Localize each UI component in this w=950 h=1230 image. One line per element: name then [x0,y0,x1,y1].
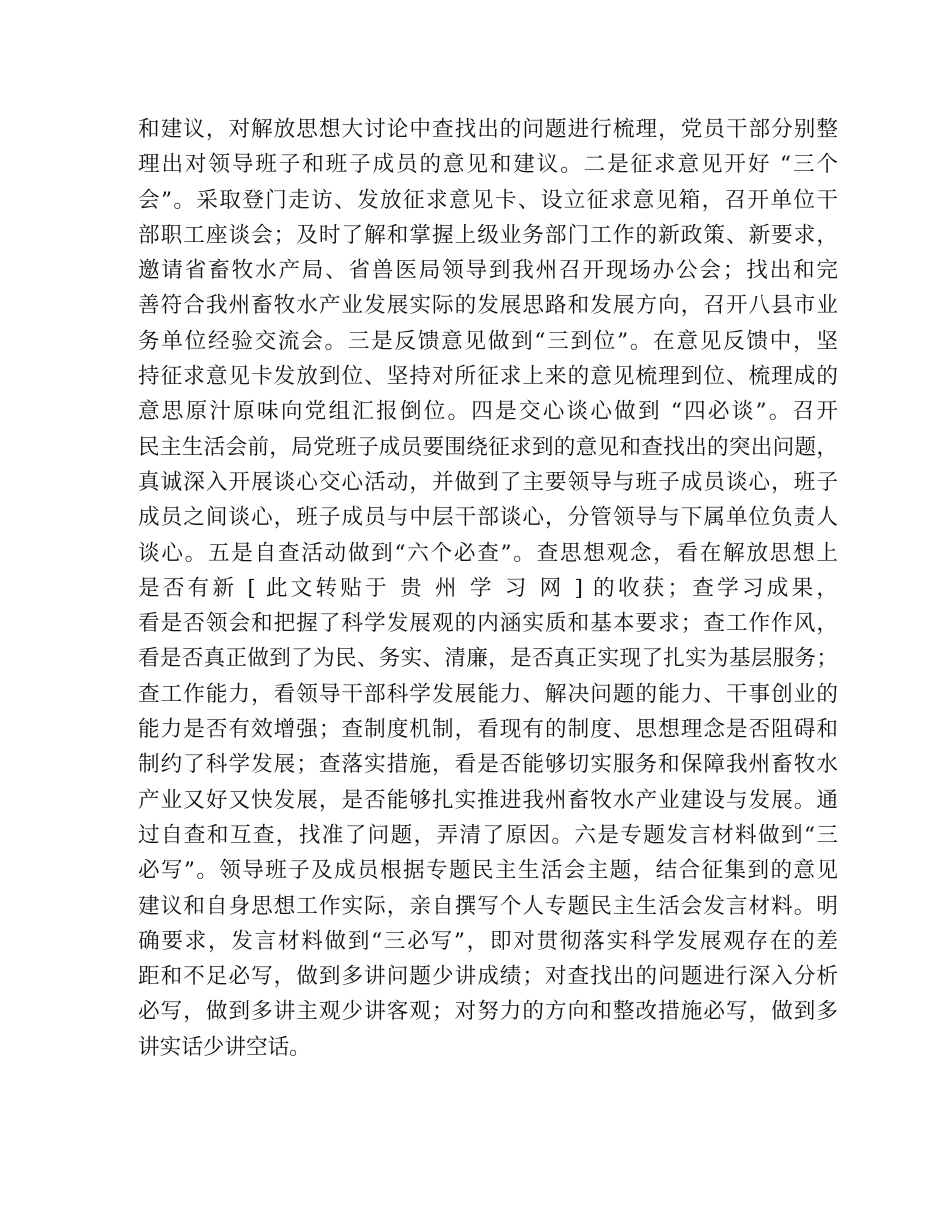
text-line: 意思原汁原味向党组汇报倒位。四是交心谈心做到 “四必谈”。召开 [138,399,838,425]
text-line: 确要求，发言材料做到“三必写”，即对贯彻落实科学发展观存在的差 [138,928,838,954]
text-line: 看是否领会和把握了科学发展观的内涵实质和基本要求；查工作作风， [138,611,838,637]
text-line: 真诚深入开展谈心交心活动，并做到了主要领导与班子成员谈心，班子 [138,469,838,495]
text-line: 会”。采取登门走访、发放征求意见卡、设立征求意见箱，召开单位干 [138,187,838,213]
text-line: 距和不足必写，做到多讲问题少讲成绩；对查找出的问题进行深入分析 [138,964,838,990]
text-line: 看是否真正做到了为民、务实、清廉，是否真正实现了扎实为基层服务； [138,646,838,672]
text-line: 能力是否有效增强；查制度机制，看现有的制度、思想理念是否阻碍和 [138,717,838,743]
text-line: 过自查和互查，找准了问题，弄清了原因。六是专题发言材料做到“三 [138,822,838,848]
text-line: 民主生活会前，局党班子成员要围绕征求到的意见和查找出的突出问题， [138,434,838,460]
text-line: 必写”。领导班子及成员根据专题民主生活会主题，结合征集到的意见 [138,858,838,884]
text-line: 查工作能力，看领导干部科学发展能力、解决问题的能力、干事创业的 [138,681,838,707]
text-line: 产业又好又快发展，是否能够扎实推进我州畜牧水产业建设与发展。通 [138,787,838,813]
text-line: 邀请省畜牧水产局、省兽医局领导到我州召开现场办公会；找出和完 [138,258,838,284]
text-line: 理出对领导班子和班子成员的意见和建议。二是征求意见开好 “三个 [138,152,838,178]
text-line: 和建议，对解放思想大讨论中查找出的问题进行梳理，党员干部分别整 [138,117,838,142]
text-line: 是否有新 [ 此文转贴于 贵 州 学 习 网 ] 的收获；查学习成果， [138,575,838,601]
text-line: 谈心。五是自查活动做到“六个必查”。查思想观念，看在解放思想上 [138,540,838,566]
text-line: 持征求意见卡发放到位、坚持对所征求上来的意见梳理到位、梳理成的 [138,364,838,390]
text-line: 必写，做到多讲主观少讲客观；对努力的方向和整改措施必写，做到多 [138,999,838,1025]
text-line: 善符合我州畜牧水产业发展实际的发展思路和发展方向，召开八县市业 [138,293,838,319]
text-line: 建议和自身思想工作实际，亲自撰写个人专题民主生活会发言材料。明 [138,893,838,919]
text-line: 成员之间谈心，班子成员与中层干部谈心，分管领导与下属单位负责人 [138,505,838,531]
text-line-last: 讲实话少讲空话。 [138,1034,311,1060]
text-line: 制约了科学发展；查落实措施，看是否能够切实服务和保障我州畜牧水 [138,752,838,778]
body-paragraph [138,112,838,1065]
text-line: 部职工座谈会；及时了解和掌握上级业务部门工作的新政策、新要求， [138,222,838,248]
text-line: 务单位经验交流会。三是反馈意见做到“三到位”。在意见反馈中，坚 [138,328,838,354]
